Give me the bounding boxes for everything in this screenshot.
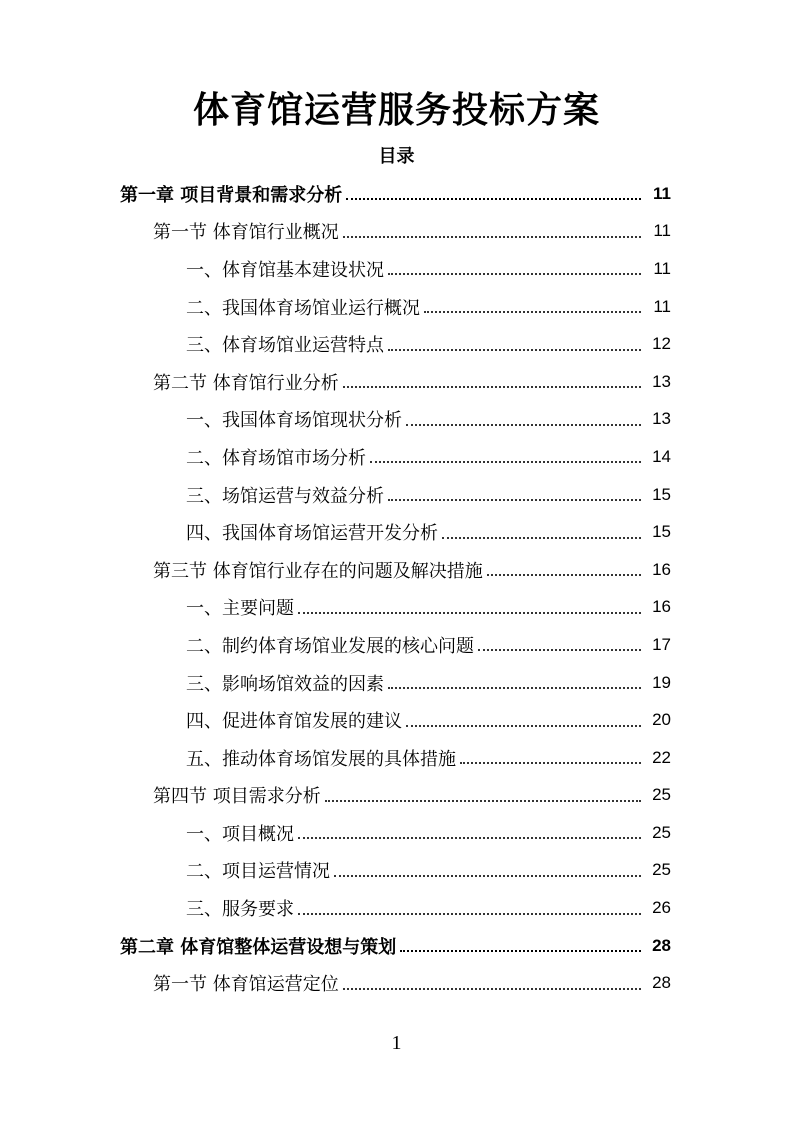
toc-entry-page: 28: [652, 935, 671, 955]
toc-entry-page: 17: [652, 634, 671, 654]
toc-entry[interactable]: [0, 551, 793, 589]
toc-dot-leader: [406, 423, 641, 426]
toc-entry-label: 第三节 体育馆行业存在的问题及解决措施: [153, 560, 483, 582]
toc-entry-page: 25: [652, 822, 671, 842]
toc-heading: 目录: [378, 146, 415, 167]
toc-entry-page: 11: [653, 221, 671, 241]
toc-entry-page: 25: [652, 785, 671, 805]
toc-entry-label: 一、体育馆基本建设状况: [186, 259, 384, 281]
toc-entry-label: 三、体育场馆业运营特点: [186, 335, 384, 357]
toc-dot-leader: [298, 836, 641, 839]
toc-dot-leader: [487, 573, 641, 576]
toc-dot-leader: [478, 648, 641, 651]
document-title: 体育馆运营服务投标方案: [192, 90, 600, 131]
toc-entry-page: 19: [652, 672, 671, 692]
toc-entry-page: 26: [652, 898, 671, 918]
toc-dot-leader: [343, 987, 641, 990]
toc-entry-label: 三、场馆运营与效益分析: [186, 485, 384, 507]
toc-entry[interactable]: [0, 589, 793, 627]
toc-entry-label: 二、我国体育场馆业运行概况: [186, 297, 420, 319]
toc-dot-leader: [298, 912, 641, 915]
toc-entry[interactable]: [0, 626, 793, 664]
toc-entry-page: 16: [652, 559, 671, 579]
toc-entry-label: 第四节 项目需求分析: [153, 786, 321, 808]
table-of-contents: [0, 175, 793, 1002]
toc-entry-label: 一、我国体育场馆现状分析: [186, 410, 402, 432]
toc-entry[interactable]: [0, 777, 793, 815]
toc-entry-label: 第一章 项目背景和需求分析: [120, 184, 343, 206]
toc-entry[interactable]: [0, 363, 793, 401]
toc-dot-leader: [388, 498, 641, 501]
toc-entry-page: 15: [652, 484, 671, 504]
toc-dot-leader: [298, 611, 641, 614]
toc-dot-leader: [325, 799, 641, 802]
toc-entry-page: 28: [652, 973, 671, 993]
toc-dot-leader: [370, 460, 641, 463]
toc-entry[interactable]: [0, 739, 793, 777]
toc-entry-label: 二、体育场馆市场分析: [186, 447, 366, 469]
toc-entry-label: 四、促进体育馆发展的建议: [186, 711, 402, 733]
toc-entry[interactable]: [0, 401, 793, 439]
toc-entry-page: 15: [652, 522, 671, 542]
toc-entry-label: 第二章 体育馆整体运营设想与策划: [120, 936, 397, 958]
toc-dot-leader: [400, 949, 641, 952]
toc-dot-leader: [424, 310, 641, 313]
toc-entry-label: 三、影响场馆效益的因素: [186, 673, 384, 695]
toc-entry[interactable]: [0, 438, 793, 476]
toc-entry-label: 二、制约体育场馆业发展的核心问题: [186, 635, 474, 657]
toc-entry-page: 22: [652, 747, 671, 767]
toc-entry[interactable]: [0, 964, 793, 1002]
toc-entry-label: 第一节 体育馆运营定位: [153, 974, 339, 996]
toc-entry[interactable]: [0, 213, 793, 251]
toc-entry-page: 11: [653, 258, 671, 278]
toc-entry[interactable]: [0, 476, 793, 514]
toc-entry-label: 一、项目概况: [186, 823, 294, 845]
toc-dot-leader: [388, 272, 641, 275]
toc-entry[interactable]: [0, 175, 793, 213]
toc-entry[interactable]: [0, 701, 793, 739]
toc-dot-leader: [334, 874, 641, 877]
toc-entry-page: 13: [652, 409, 671, 429]
toc-entry[interactable]: [0, 288, 793, 326]
toc-entry-label: 第二节 体育馆行业分析: [153, 372, 339, 394]
toc-dot-leader: [343, 235, 641, 238]
toc-dot-leader: [442, 536, 641, 539]
toc-entry-label: 三、服务要求: [186, 899, 294, 921]
toc-entry-label: 二、项目运营情况: [186, 861, 330, 883]
toc-entry-page: 13: [652, 371, 671, 391]
toc-entry[interactable]: [0, 664, 793, 702]
toc-entry[interactable]: [0, 852, 793, 890]
toc-entry-label: 四、我国体育场馆运营开发分析: [186, 523, 438, 545]
toc-entry-label: 五、推动体育场馆发展的具体措施: [186, 748, 456, 770]
toc-dot-leader: [388, 348, 641, 351]
toc-entry[interactable]: [0, 513, 793, 551]
toc-dot-leader: [343, 385, 641, 388]
toc-entry-page: 12: [652, 334, 671, 354]
toc-entry-page: 25: [652, 860, 671, 880]
toc-entry[interactable]: [0, 889, 793, 927]
toc-entry-page: 11: [653, 296, 671, 316]
toc-entry-page: 20: [652, 710, 671, 730]
toc-entry-label: 第一节 体育馆行业概况: [153, 222, 339, 244]
toc-entry[interactable]: [0, 250, 793, 288]
page-number: 1: [391, 1032, 402, 1054]
toc-entry-page: 16: [652, 597, 671, 617]
toc-entry[interactable]: [0, 325, 793, 363]
toc-dot-leader: [406, 724, 641, 727]
toc-entry[interactable]: [0, 927, 793, 965]
toc-dot-leader: [460, 761, 641, 764]
toc-entry-page: 14: [652, 446, 671, 466]
toc-entry-label: 一、主要问题: [186, 598, 294, 620]
toc-entry[interactable]: [0, 814, 793, 852]
toc-entry-page: 11: [653, 183, 671, 203]
toc-dot-leader: [388, 686, 641, 689]
toc-dot-leader: [346, 197, 641, 200]
